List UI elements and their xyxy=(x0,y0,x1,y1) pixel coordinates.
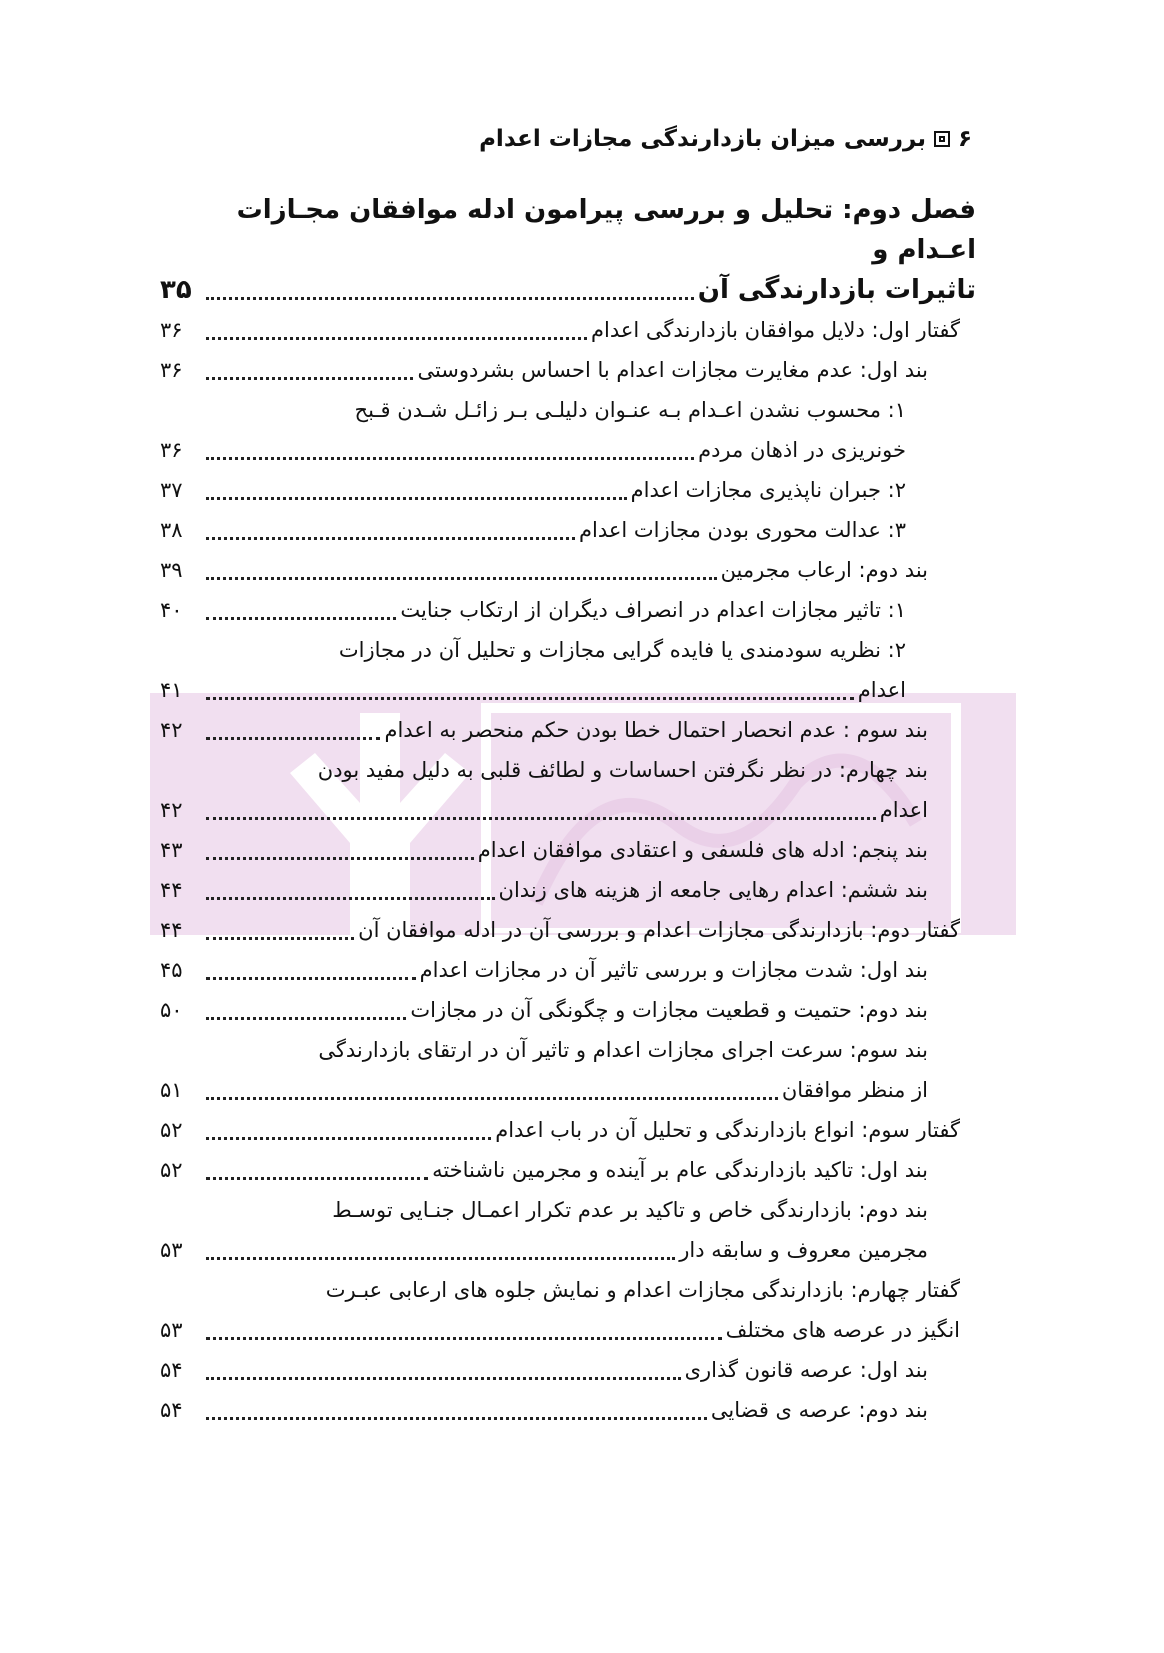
toc-entry-title: تاثیرات بازدارندگی آن xyxy=(697,275,976,305)
leader-dots xyxy=(206,1177,428,1180)
toc-entry-title: اعدام xyxy=(879,798,928,822)
toc-entry-title: اعدام xyxy=(857,678,906,702)
toc-entry-title: انگیز در عرصه های مختلف xyxy=(725,1318,960,1342)
toc-entry-wrapped-line: بند چهارم: در نظر نگرفتن احساسات و لطائف قلبی به دلیل مفید بودن xyxy=(317,758,928,782)
toc-entry-wrapped-line: بند دوم: بازدارندگی خاص و تاکید بر عدم تکرار اعمـال جنـایی توسـط xyxy=(332,1198,928,1222)
toc-entry[interactable] xyxy=(160,510,976,550)
toc-entry-page: ۴۴ xyxy=(160,918,183,942)
leader-dots xyxy=(206,1257,675,1260)
toc-entry-title: بند سوم : عدم انحصار احتمال خطا بودن حکم منحصر به اعدام xyxy=(384,718,928,742)
leader-dots xyxy=(206,1337,722,1340)
toc-entry-title: بند دوم: حتمیت و قطعیت مجازات و چگونگی آن در مجازات xyxy=(410,998,928,1022)
toc-entry-page: ۴۵ xyxy=(160,958,183,982)
toc-entry[interactable] xyxy=(160,870,976,910)
toc-entry[interactable] xyxy=(160,310,976,350)
toc-entry-title: بند اول: شدت مجازات و بررسی تاثیر آن در مجازات اعدام xyxy=(419,958,928,982)
toc-entry-page: ۴۴ xyxy=(160,878,183,902)
toc-entry-page: ۵۳ xyxy=(160,1238,183,1262)
toc-entry[interactable] xyxy=(160,790,976,830)
toc-entry-title: بند اول: عدم مغایرت مجازات اعدام با احساس بشردوستی xyxy=(417,358,928,382)
leader-dots xyxy=(206,337,587,340)
square-bullet-icon xyxy=(934,131,950,147)
toc-entry-title: بند دوم: عرصه ی قضایی xyxy=(710,1398,928,1422)
leader-dots xyxy=(206,817,876,820)
leader-dots xyxy=(206,897,495,900)
toc-entry-page: ۴۱ xyxy=(160,678,183,702)
header-page-number: ۶ xyxy=(957,126,972,152)
leader-dots xyxy=(206,537,575,540)
toc-entry-page: ۳۶ xyxy=(160,438,183,462)
toc-entry-title: بند اول: عرصه قانون گذاری xyxy=(684,1358,928,1382)
toc-entry[interactable] xyxy=(160,1390,976,1430)
toc-entry-page: ۵۰ xyxy=(160,998,183,1022)
leader-dots xyxy=(206,1137,491,1140)
toc-entry[interactable] xyxy=(160,950,976,990)
leader-dots xyxy=(206,617,396,620)
toc-entry-title: گفتار دوم: بازدارندگی مجازات اعدام و بررسی آن در ادله موافقان آن xyxy=(358,918,960,942)
toc-entry-title: ۲: جبران ناپذیری مجازات اعدام xyxy=(630,478,906,502)
leader-dots xyxy=(206,1417,707,1420)
toc-entry-wrapped-line: ۱: محسوب نشدن اعـدام بـه عنـوان دلیلـی بـر زائـل شـدن قـبح xyxy=(354,398,906,422)
toc-entry-title: گفتار سوم: انواع بازدارندگی و تحلیل آن در باب اعدام xyxy=(495,1118,960,1142)
toc-entry-page: ۴۳ xyxy=(160,838,183,862)
toc-entry-page: ۴۰ xyxy=(160,598,183,622)
toc-entry[interactable] xyxy=(160,830,976,870)
toc-entry-page: ۵۱ xyxy=(160,1078,183,1102)
running-header xyxy=(479,126,972,152)
toc-entry[interactable] xyxy=(160,710,976,750)
toc-entry[interactable] xyxy=(160,1310,976,1350)
toc-entry[interactable] xyxy=(160,1150,976,1190)
leader-dots xyxy=(206,497,627,500)
toc-entry-title: خونریزی در اذهان مردم xyxy=(698,438,906,462)
toc-entry-title: از منظر موافقان xyxy=(781,1078,928,1102)
leader-dots xyxy=(206,977,416,980)
leader-dots xyxy=(206,857,474,860)
toc-entry-page: ۵۴ xyxy=(160,1398,183,1422)
toc-entry[interactable] xyxy=(160,670,976,710)
toc-entry-page: ۵۲ xyxy=(160,1118,183,1142)
toc-entry-page: ۳۷ xyxy=(160,478,183,502)
toc-entry-page: ۵۳ xyxy=(160,1318,183,1342)
toc-entry[interactable] xyxy=(160,350,976,390)
toc-entry[interactable] xyxy=(160,1350,976,1390)
toc-entry-page: ۵۲ xyxy=(160,1158,183,1182)
table-of-contents xyxy=(160,190,976,1430)
toc-entry-page: ۴۲ xyxy=(160,718,183,742)
chapter-heading-line1: فصل دوم: تحلیل و بررسی پیرامون ادله موافقان مجـازات اعـدام و xyxy=(236,195,976,265)
leader-dots xyxy=(206,1017,406,1020)
toc-entry-page: ۳۵ xyxy=(160,275,192,305)
toc-entry-page: ۳۸ xyxy=(160,518,183,542)
toc-entry[interactable] xyxy=(160,590,976,630)
toc-entry[interactable] xyxy=(160,1230,976,1270)
leader-dots xyxy=(206,297,694,300)
toc-entry[interactable] xyxy=(160,550,976,590)
toc-entry[interactable] xyxy=(160,1070,976,1110)
toc-entry[interactable] xyxy=(160,910,976,950)
toc-entry[interactable] xyxy=(160,1110,976,1150)
toc-entry-wrapped-line: ۲: نظریه سودمندی یا فایده گرایی مجازات و تحلیل آن در مجازات xyxy=(338,638,906,662)
leader-dots xyxy=(206,937,354,940)
toc-entry-page: ۴۲ xyxy=(160,798,183,822)
leader-dots xyxy=(206,577,717,580)
toc-entry-chapter[interactable] xyxy=(160,270,976,310)
toc-entry[interactable] xyxy=(160,470,976,510)
leader-dots xyxy=(206,697,854,700)
header-book-title: بررسی میزان بازدارندگی مجازات اعدام xyxy=(479,126,926,152)
toc-entry-page: ۳۹ xyxy=(160,558,183,582)
toc-entry[interactable] xyxy=(160,990,976,1030)
toc-entry-page: ۵۴ xyxy=(160,1358,183,1382)
toc-entry-title: ۱: تاثیر مجازات اعدام در انصراف دیگران از ارتکاب جنایت xyxy=(400,598,906,622)
leader-dots xyxy=(206,1377,681,1380)
toc-entry-page: ۳۶ xyxy=(160,358,183,382)
leader-dots xyxy=(206,737,380,740)
leader-dots xyxy=(206,377,413,380)
toc-entry-page: ۳۶ xyxy=(160,318,183,342)
toc-entry-title: بند دوم: ارعاب مجرمین xyxy=(720,558,928,582)
leader-dots xyxy=(206,457,694,460)
toc-entry-title: گفتار اول: دلایل موافقان بازدارندگی اعدام xyxy=(591,318,960,342)
leader-dots xyxy=(206,1097,778,1100)
toc-entry-wrapped-line: گفتار چهارم: بازدارندگی مجازات اعدام و نمایش جلوه های ارعابی عبـرت xyxy=(325,1278,960,1302)
toc-entry-title: بند اول: تاکید بازدارندگی عام بر آینده و مجرمین ناشناخته xyxy=(432,1158,928,1182)
toc-entry-title: مجرمین معروف و سابقه دار xyxy=(679,1238,928,1262)
toc-entry-title: بند پنجم: ادله های فلسفی و اعتقادی موافقان اعدام xyxy=(477,838,928,862)
toc-entry-wrapped-line: بند سوم: سرعت اجرای مجازات اعدام و تاثیر آن در ارتقای بازدارندگی xyxy=(318,1038,928,1062)
toc-entry[interactable] xyxy=(160,430,976,470)
toc-entry-title: ۳: عدالت محوری بودن مجازات اعدام xyxy=(578,518,906,542)
toc-entry-title: بند ششم: اعدام رهایی جامعه از هزینه های زندان xyxy=(498,878,928,902)
